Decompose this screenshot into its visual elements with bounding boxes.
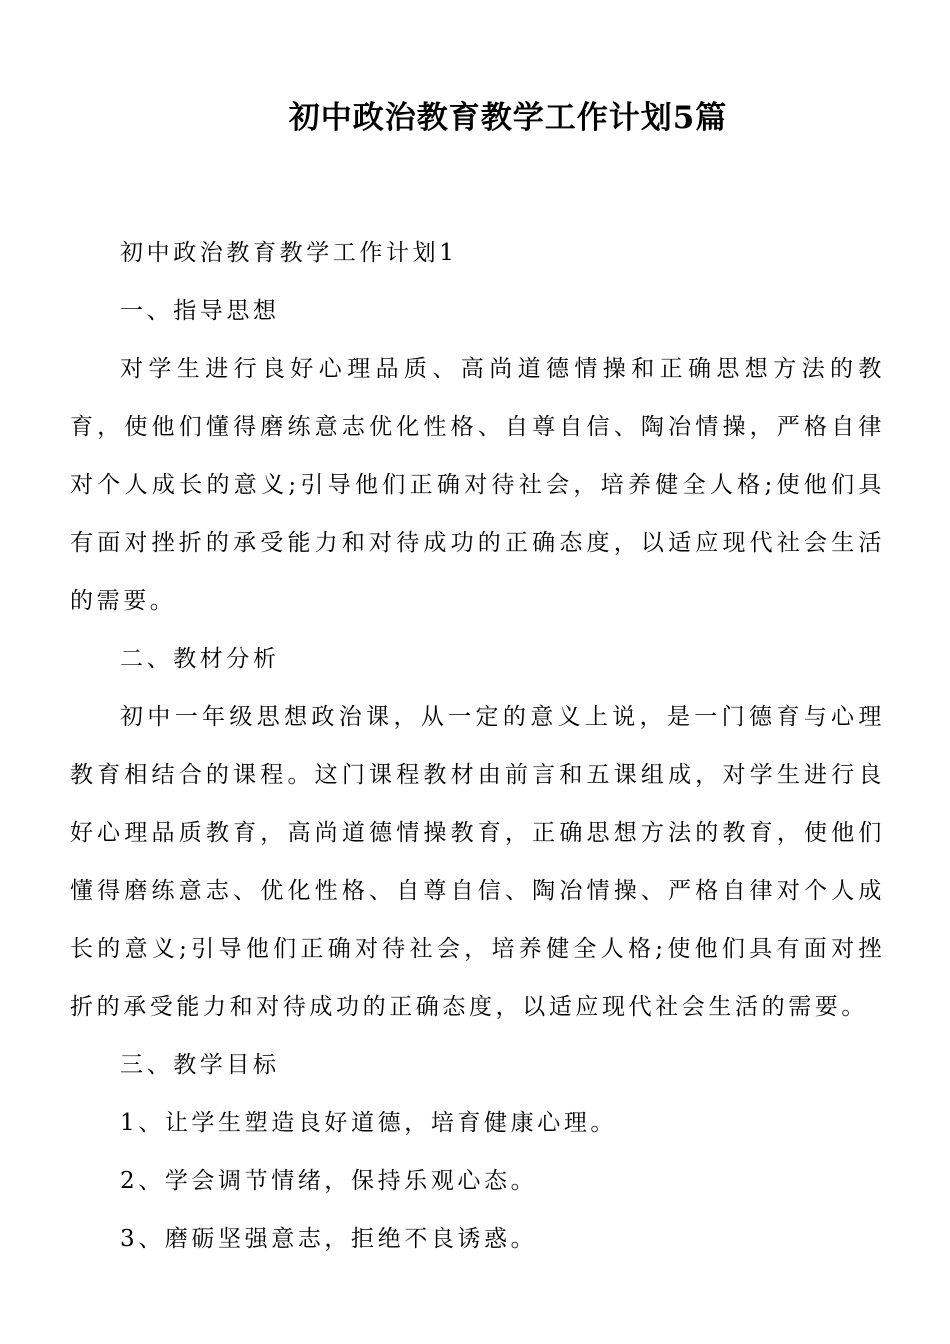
paragraph-goal-3: 3、磨砺坚强意志，拒绝不良诱惑。 <box>120 1226 538 1252</box>
document-body <box>70 224 885 1268</box>
document-title: 初中政治教育教学工作计划5篇 <box>288 100 728 136</box>
paragraph-section-1-heading: 一、指导思想 <box>120 298 280 324</box>
paragraph-plan-heading: 初中政治教育教学工作计划1 <box>120 240 458 266</box>
paragraph-goal-1: 1、让学生塑造良好道德，培育健康心理。 <box>120 1110 618 1136</box>
paragraph-guiding-thought: 对学生进行良好心理品质、高尚道德情操和正确思想方法的教育，使他们懂得磨练意志优化性格、自尊自信、陶冶情操，严格自律对个人成长的意义;引导他们正确对待社会，培养健全人格;使他们具有面对挫折的承受能力和对待成功的正确态度，以适应现代社会生活的需要。 <box>70 356 885 614</box>
paragraph-goal-2: 2、学会调节情绪，保持乐观心态。 <box>120 1168 538 1194</box>
paragraph-section-3-heading: 三、教学目标 <box>120 1052 280 1078</box>
paragraph-section-2-heading: 二、教材分析 <box>120 646 280 672</box>
paragraph-textbook-analysis: 初中一年级思想政治课，从一定的意义上说，是一门德育与心理教育相结合的课程。这门课程教材由前言和五课组成，对学生进行良好心理品质教育，高尚道德情操教育，正确思想方法的教育，使他们懂得磨练意志、优化性格、自尊自信、陶冶情操、严格自律对个人成长的意义;引导他们正确对待社会，培养健全人格;使他们具有面对挫折的承受能力和对待成功的正确态度，以适应现代社会生活的需要。 <box>70 704 885 1020</box>
